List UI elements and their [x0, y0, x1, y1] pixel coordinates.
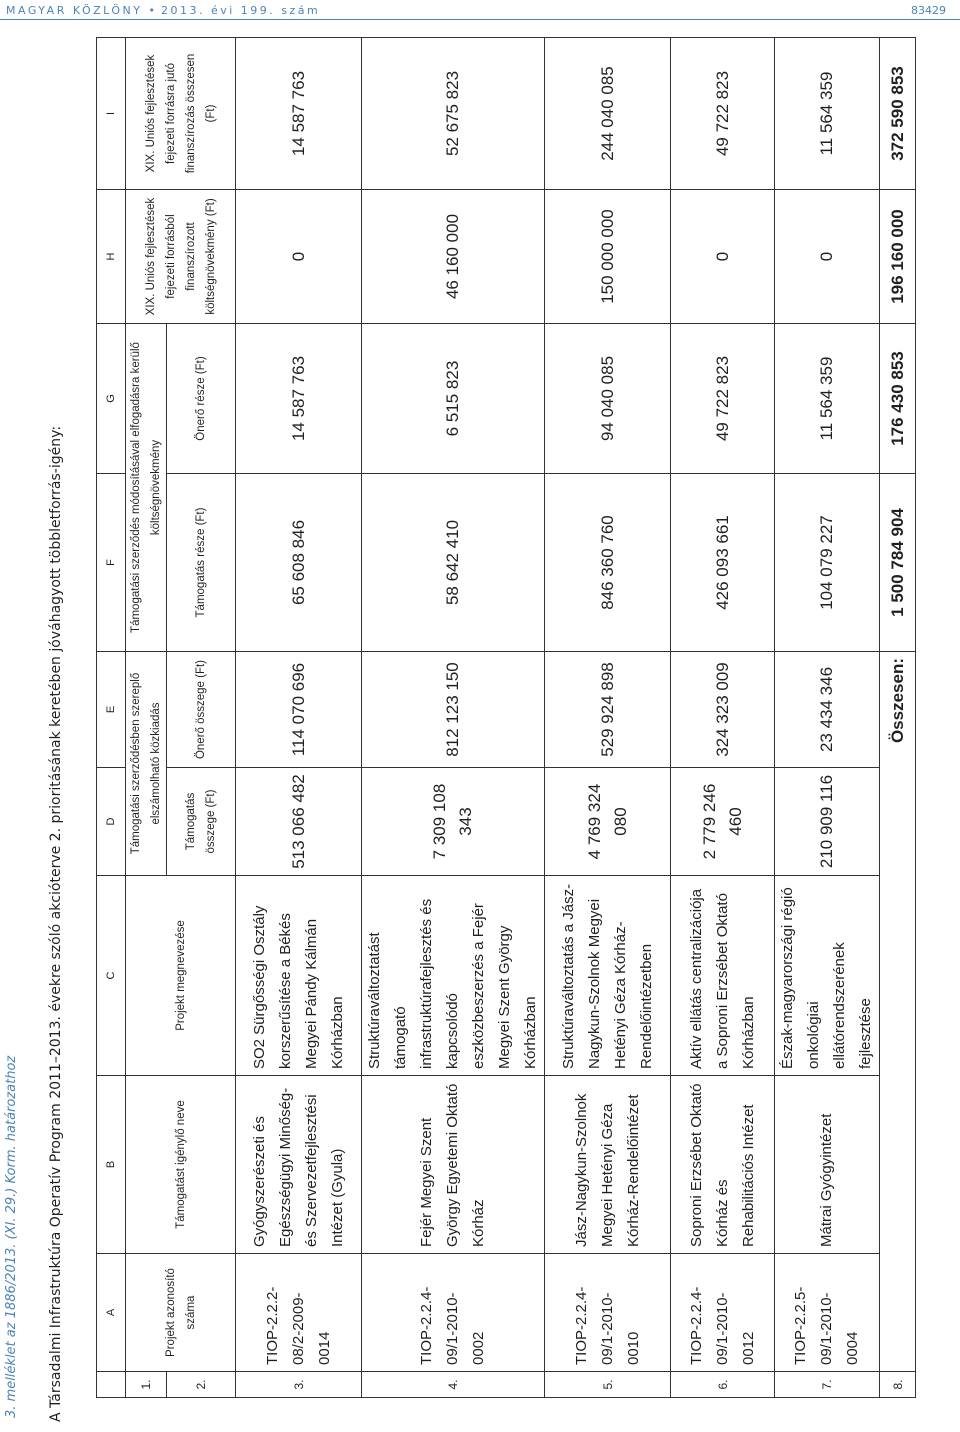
own-contribution: 324 323 009 — [671, 652, 775, 768]
row-number: 3. — [236, 1372, 362, 1398]
total-chapter-financed: 196 160 000 — [880, 190, 916, 324]
support-part: 104 079 227 — [775, 474, 880, 652]
header-support-amount: Támogatás összege (Ft) — [167, 768, 236, 876]
row-number: 5. — [545, 1372, 671, 1398]
applicant-name: Jász-Nagykun-Szolnok Megyei Hetényi Géza Kórház-Rendelőintézet — [545, 1076, 671, 1254]
support-part: 426 093 661 — [671, 474, 775, 652]
page-number: 83429 — [911, 4, 946, 17]
total-chapter-total: 372 590 853 — [880, 38, 916, 190]
own-contribution: 23 434 346 — [775, 652, 880, 768]
own-part: 14 587 763 — [236, 324, 362, 474]
header-own-contribution: Önerő összege (Ft) — [167, 652, 236, 768]
annex-title: 3. melléklet az 1886/2013. (XI. 29.) Korm. határozathoz — [4, 1055, 19, 1418]
col-letter: D — [97, 768, 126, 876]
col-letter: H — [97, 190, 126, 324]
chapter-total: 11 564 359 — [775, 38, 880, 190]
table-row — [775, 38, 880, 1398]
support-amount: 210 909 116 — [775, 768, 880, 876]
support-amount: 513 066 482 — [236, 768, 362, 876]
header-contract-expenditure: Támogatási szerződésben szereplő elszámolható közkiadás — [126, 652, 167, 876]
project-name: SO2 Sürgősségi Osztály korszerűsítése a Békés Megyei Pándy Kálmán Kórházban — [236, 876, 362, 1076]
total-support-part: 1 500 784 904 — [880, 474, 916, 652]
funding-table — [96, 37, 916, 1398]
col-letter: I — [97, 38, 126, 190]
project-id: TIOP-2.2.4-09/1-2010-0012 — [671, 1254, 775, 1372]
support-part: 65 608 846 — [236, 474, 362, 652]
header-chapter-financed: XIX. Uniós fejlesztések fejezeti forrásból finanszírozott költségnövekmény (Ft) — [126, 190, 236, 324]
col-letter: C — [97, 876, 126, 1076]
own-part: 11 564 359 — [775, 324, 880, 474]
chapter-total: 14 587 763 — [236, 38, 362, 190]
applicant-name: Fejér Megyei Szent György Egyetemi Oktató Kórház — [362, 1076, 545, 1254]
header-chapter-total: XIX. Uniós fejlesztések fejezeti forrásra jutó finanszírozás összesen (Ft) — [126, 38, 236, 190]
chapter-financed: 0 — [236, 190, 362, 324]
chapter-financed: 0 — [775, 190, 880, 324]
chapter-total: 49 722 823 — [671, 38, 775, 190]
applicant-name: Mátrai Gyógyintézet — [775, 1076, 880, 1254]
project-id: TIOP-2.2.4-09/1-2010-0010 — [545, 1254, 671, 1372]
header-applicant: Támogatást igénylő neve — [126, 1076, 236, 1254]
own-part: 49 722 823 — [671, 324, 775, 474]
support-part: 58 642 410 — [362, 474, 545, 652]
journal-title: MAGYAR KÖZLÖNY • 2013. évi 199. szám — [6, 4, 321, 17]
header-support-part: Támogatás része (Ft) — [167, 474, 236, 652]
own-contribution: 812 123 150 — [362, 652, 545, 768]
table-row — [362, 38, 545, 1398]
chapter-financed: 0 — [671, 190, 775, 324]
support-amount: 7 309 108 343 — [362, 768, 545, 876]
chapter-total: 244 040 085 — [545, 38, 671, 190]
row-number: 1. — [126, 1372, 167, 1398]
project-name: Struktúraváltoztatás a Jász-Nagykun-Szolnok Megyei Hetényi Géza Kórház-Rendelőintézetben — [545, 876, 671, 1076]
own-contribution: 529 924 898 — [545, 652, 671, 768]
row-number: 2. — [167, 1372, 236, 1398]
total-own-part: 176 430 853 — [880, 324, 916, 474]
applicant-name: Gyógyszerészeti és Egészségügyi Minőség- és Szervezetfejlesztési Intézet (Gyula) — [236, 1076, 362, 1254]
project-id: TIOP-2.2.2-08/2-2009-0014 — [236, 1254, 362, 1372]
support-amount: 2 779 246 460 — [671, 768, 775, 876]
project-id: TIOP-2.2.5-09/1-2010-0004 — [775, 1254, 880, 1372]
col-letter: A — [97, 1254, 126, 1372]
table-row — [236, 38, 362, 1398]
total-label: Összesen: — [880, 652, 916, 768]
table-row — [671, 38, 775, 1398]
total-row — [880, 38, 916, 1398]
total-blank — [880, 768, 916, 1372]
table-caption: A Társadalmi Infrastruktúra Operatív Program 2011–2013. évekre szóló akcióterve 2. prioritásának keretében jóváhagyott többletforrás-igény: — [48, 425, 64, 1422]
row-number: 4. — [362, 1372, 545, 1398]
col-letter: F — [97, 474, 126, 652]
row-number: 6. — [671, 1372, 775, 1398]
chapter-financed: 150 000 000 — [545, 190, 671, 324]
col-letter: G — [97, 324, 126, 474]
chapter-total: 52 675 823 — [362, 38, 545, 190]
row-number: 8. — [880, 1372, 916, 1398]
own-contribution: 114 070 696 — [236, 652, 362, 768]
applicant-name: Soproni Erzsébet Oktató Kórház és Rehabilitációs Intézet — [671, 1076, 775, 1254]
column-letter-row — [97, 38, 126, 1398]
table-row — [545, 38, 671, 1398]
col-letter: B — [97, 1076, 126, 1254]
own-part: 94 040 085 — [545, 324, 671, 474]
header-project-name: Projekt megnevezése — [126, 876, 236, 1076]
header-row-1 — [126, 38, 167, 1398]
col-letter: E — [97, 652, 126, 768]
header-own-part: Önerő része (Ft) — [167, 324, 236, 474]
own-part: 6 515 823 — [362, 324, 545, 474]
row-number: 7. — [775, 1372, 880, 1398]
header-cost-increase: Támogatási szerződés módosításával elfogadásra kerülő költségnövekmény — [126, 324, 167, 652]
project-name: Struktúraváltoztatást támogató infrastruktúrafejlesztés és kapcsolódó eszközbeszerzés a Fejér Megyei Szent György Kórházban — [362, 876, 545, 1076]
support-amount: 4 769 324 080 — [545, 768, 671, 876]
project-name: Észak-magyarországi régió onkológiai ellátórendszerének fejlesztése — [775, 876, 880, 1076]
project-name: Aktív ellátás centralizációja a Soproni Erzsébet Oktató Kórházban — [671, 876, 775, 1076]
corner-cell — [97, 1372, 126, 1398]
header-project-id: Projekt azonosító száma — [126, 1254, 236, 1372]
chapter-financed: 46 160 000 — [362, 190, 545, 324]
project-id: TIOP-2.2.4-09/1-2010-0002 — [362, 1254, 545, 1372]
support-part: 846 360 760 — [545, 474, 671, 652]
